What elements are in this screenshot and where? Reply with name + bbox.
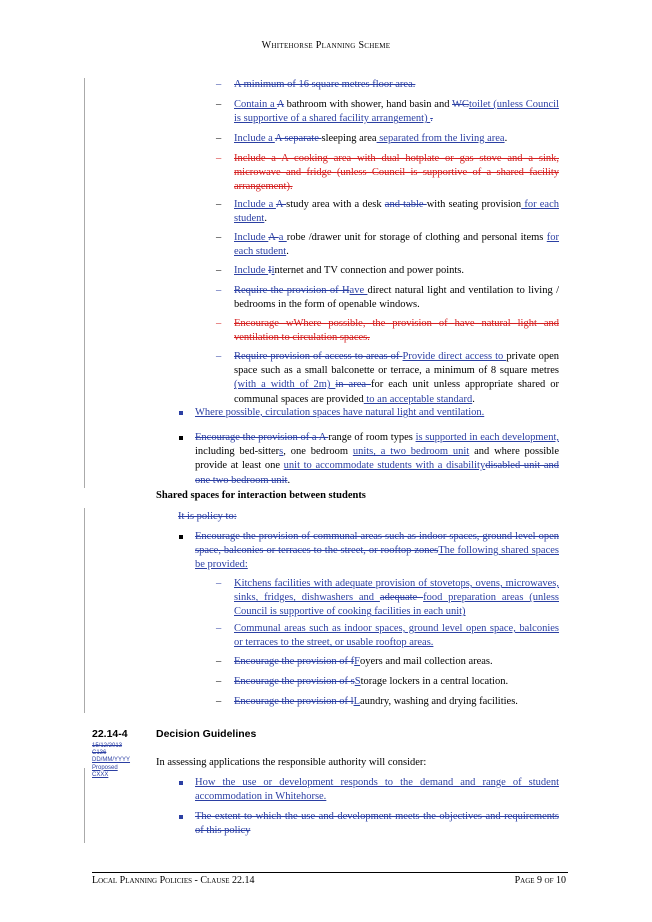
bullet-communal-areas: Encourage the provision of communal areas such as indoor spaces, ground level open space, balconies or terraces to the street, or rooftop zonesThe following shared spaces be provided: — [195, 531, 559, 571]
list-dash: – — [216, 265, 222, 276]
list-item-open-space: Require provision of access to areas of Provide direct access to private open space such as a small balconette or terrace, a minimum of 8 square metres (with a width of 2m) in area for each unit unless appropriate shared or communal spaces are provided to an acceptable standard. — [234, 351, 559, 405]
list-dash: – — [216, 232, 222, 243]
amendment-date-new: DD/MM/YYYY — [92, 757, 131, 764]
footer-page-number: Page 9 of 10 — [514, 875, 566, 886]
section-number: 22.14-4 — [92, 728, 128, 740]
bullet-marker — [179, 815, 183, 819]
list-dash: – — [216, 351, 222, 362]
list-dash: – — [216, 199, 222, 210]
section-title: Decision Guidelines — [156, 728, 257, 740]
list-dash: – — [216, 318, 222, 329]
list-item-sleeping-area: Include a A separate sleeping area separated from the living area. — [234, 133, 508, 144]
list-dash: – — [216, 79, 222, 90]
decision-bullet-objectives: The extent to which the use and development meets the objectives and requirements of this policy — [195, 811, 559, 837]
list-dash: – — [216, 99, 222, 110]
amendment-ref-new: CXXX — [92, 771, 109, 778]
bullet-circulation: Where possible, circulation spaces have natural light and ventilation. — [195, 407, 485, 418]
list-dash: – — [216, 623, 222, 634]
shared-spaces-heading: Shared spaces for interaction between students — [156, 490, 366, 501]
list-item-storage: Encourage the provision of sStorage lockers in a central location. — [234, 676, 509, 687]
change-bar — [84, 508, 85, 713]
list-item-kitchens: Kitchens facilities with adequate provision of stovetops, ovens, microwaves, sinks, fridges, dishwashers and adequate food preparation areas (unless Council is supportive of cooking facilities in each unit) — [234, 578, 560, 618]
list-dash: – — [216, 153, 222, 164]
list-item-circulation: Encourage wWhere possible, the provision of have natural light and ventilation to circulation spaces. — [234, 318, 559, 344]
list-item-robe: Include A a robe /drawer unit for storage of clothing and personal items for each student. — [234, 232, 560, 258]
bullet-marker — [179, 411, 183, 415]
list-item-internet: Include Iinternet and TV connection and power points. — [234, 265, 464, 276]
bullet-room-types: Encourage the provision of a A range of room types is supported in each development, including bed-sitters, one bedroom units, a two bedroom unit and where possible provide at least one unit to accommodate students with a disabilitydisabled unit and one two bedroom unit. — [195, 432, 560, 486]
list-item-bathroom: Contain a A bathroom with shower, hand basin and WCtoilet (unless Council is supportive of a shared facility arrangement) . — [234, 99, 559, 125]
bullet-marker — [179, 781, 183, 785]
footer-rule — [92, 872, 568, 873]
list-dash: – — [216, 133, 222, 144]
change-bar — [84, 768, 85, 843]
list-item-cooking-area: Include a A cooking area with dual hotplate or gas stove and a sink, microwave and fridge (unless Council is supportive of a shared facility arrangement). — [234, 153, 559, 193]
amendment-ref-old: C136 — [92, 750, 107, 757]
list-dash: – — [216, 285, 222, 296]
list-item-floor-area: A minimum of 16 square metres floor area. — [234, 79, 416, 90]
list-item-study-area: Include a A study area with a desk and table with seating provision for each student. — [234, 199, 559, 225]
decision-bullet-demand: How the use or development responds to the demand and range of student accommodation in Whitehorse. — [195, 777, 559, 803]
policy-intro: It is policy to: — [178, 511, 237, 522]
bullet-marker — [179, 436, 183, 440]
bullet-marker — [179, 535, 183, 539]
list-item-natural-light: Require the provision of Have direct natural light and ventilation to living / bedrooms in the form of openable windows. — [234, 285, 559, 311]
decision-intro: In assessing applications the responsible authority will consider: — [156, 757, 427, 768]
footer-clause: Local Planning Policies - Clause 22.14 — [92, 875, 255, 886]
list-item-foyers: Encourage the provision of fFoyers and mail collection areas. — [234, 656, 493, 667]
list-dash: – — [216, 676, 222, 687]
list-dash: – — [216, 696, 222, 707]
change-bar — [84, 78, 85, 488]
amendment-notes — [92, 743, 130, 779]
list-dash: – — [216, 656, 222, 667]
list-item-laundry: Encourage the provision of lLaundry, washing and drying facilities. — [234, 696, 518, 707]
list-dash: – — [216, 578, 222, 589]
amendment-date-old: 15/12/2013 — [92, 743, 123, 749]
amendment-status: Proposed — [92, 764, 118, 771]
page-header: Whitehorse Planning Scheme — [261, 40, 391, 51]
list-item-communal: Communal areas such as indoor spaces, ground level open space, balconies or terraces to the street, or usable rooftop areas. — [234, 623, 559, 649]
